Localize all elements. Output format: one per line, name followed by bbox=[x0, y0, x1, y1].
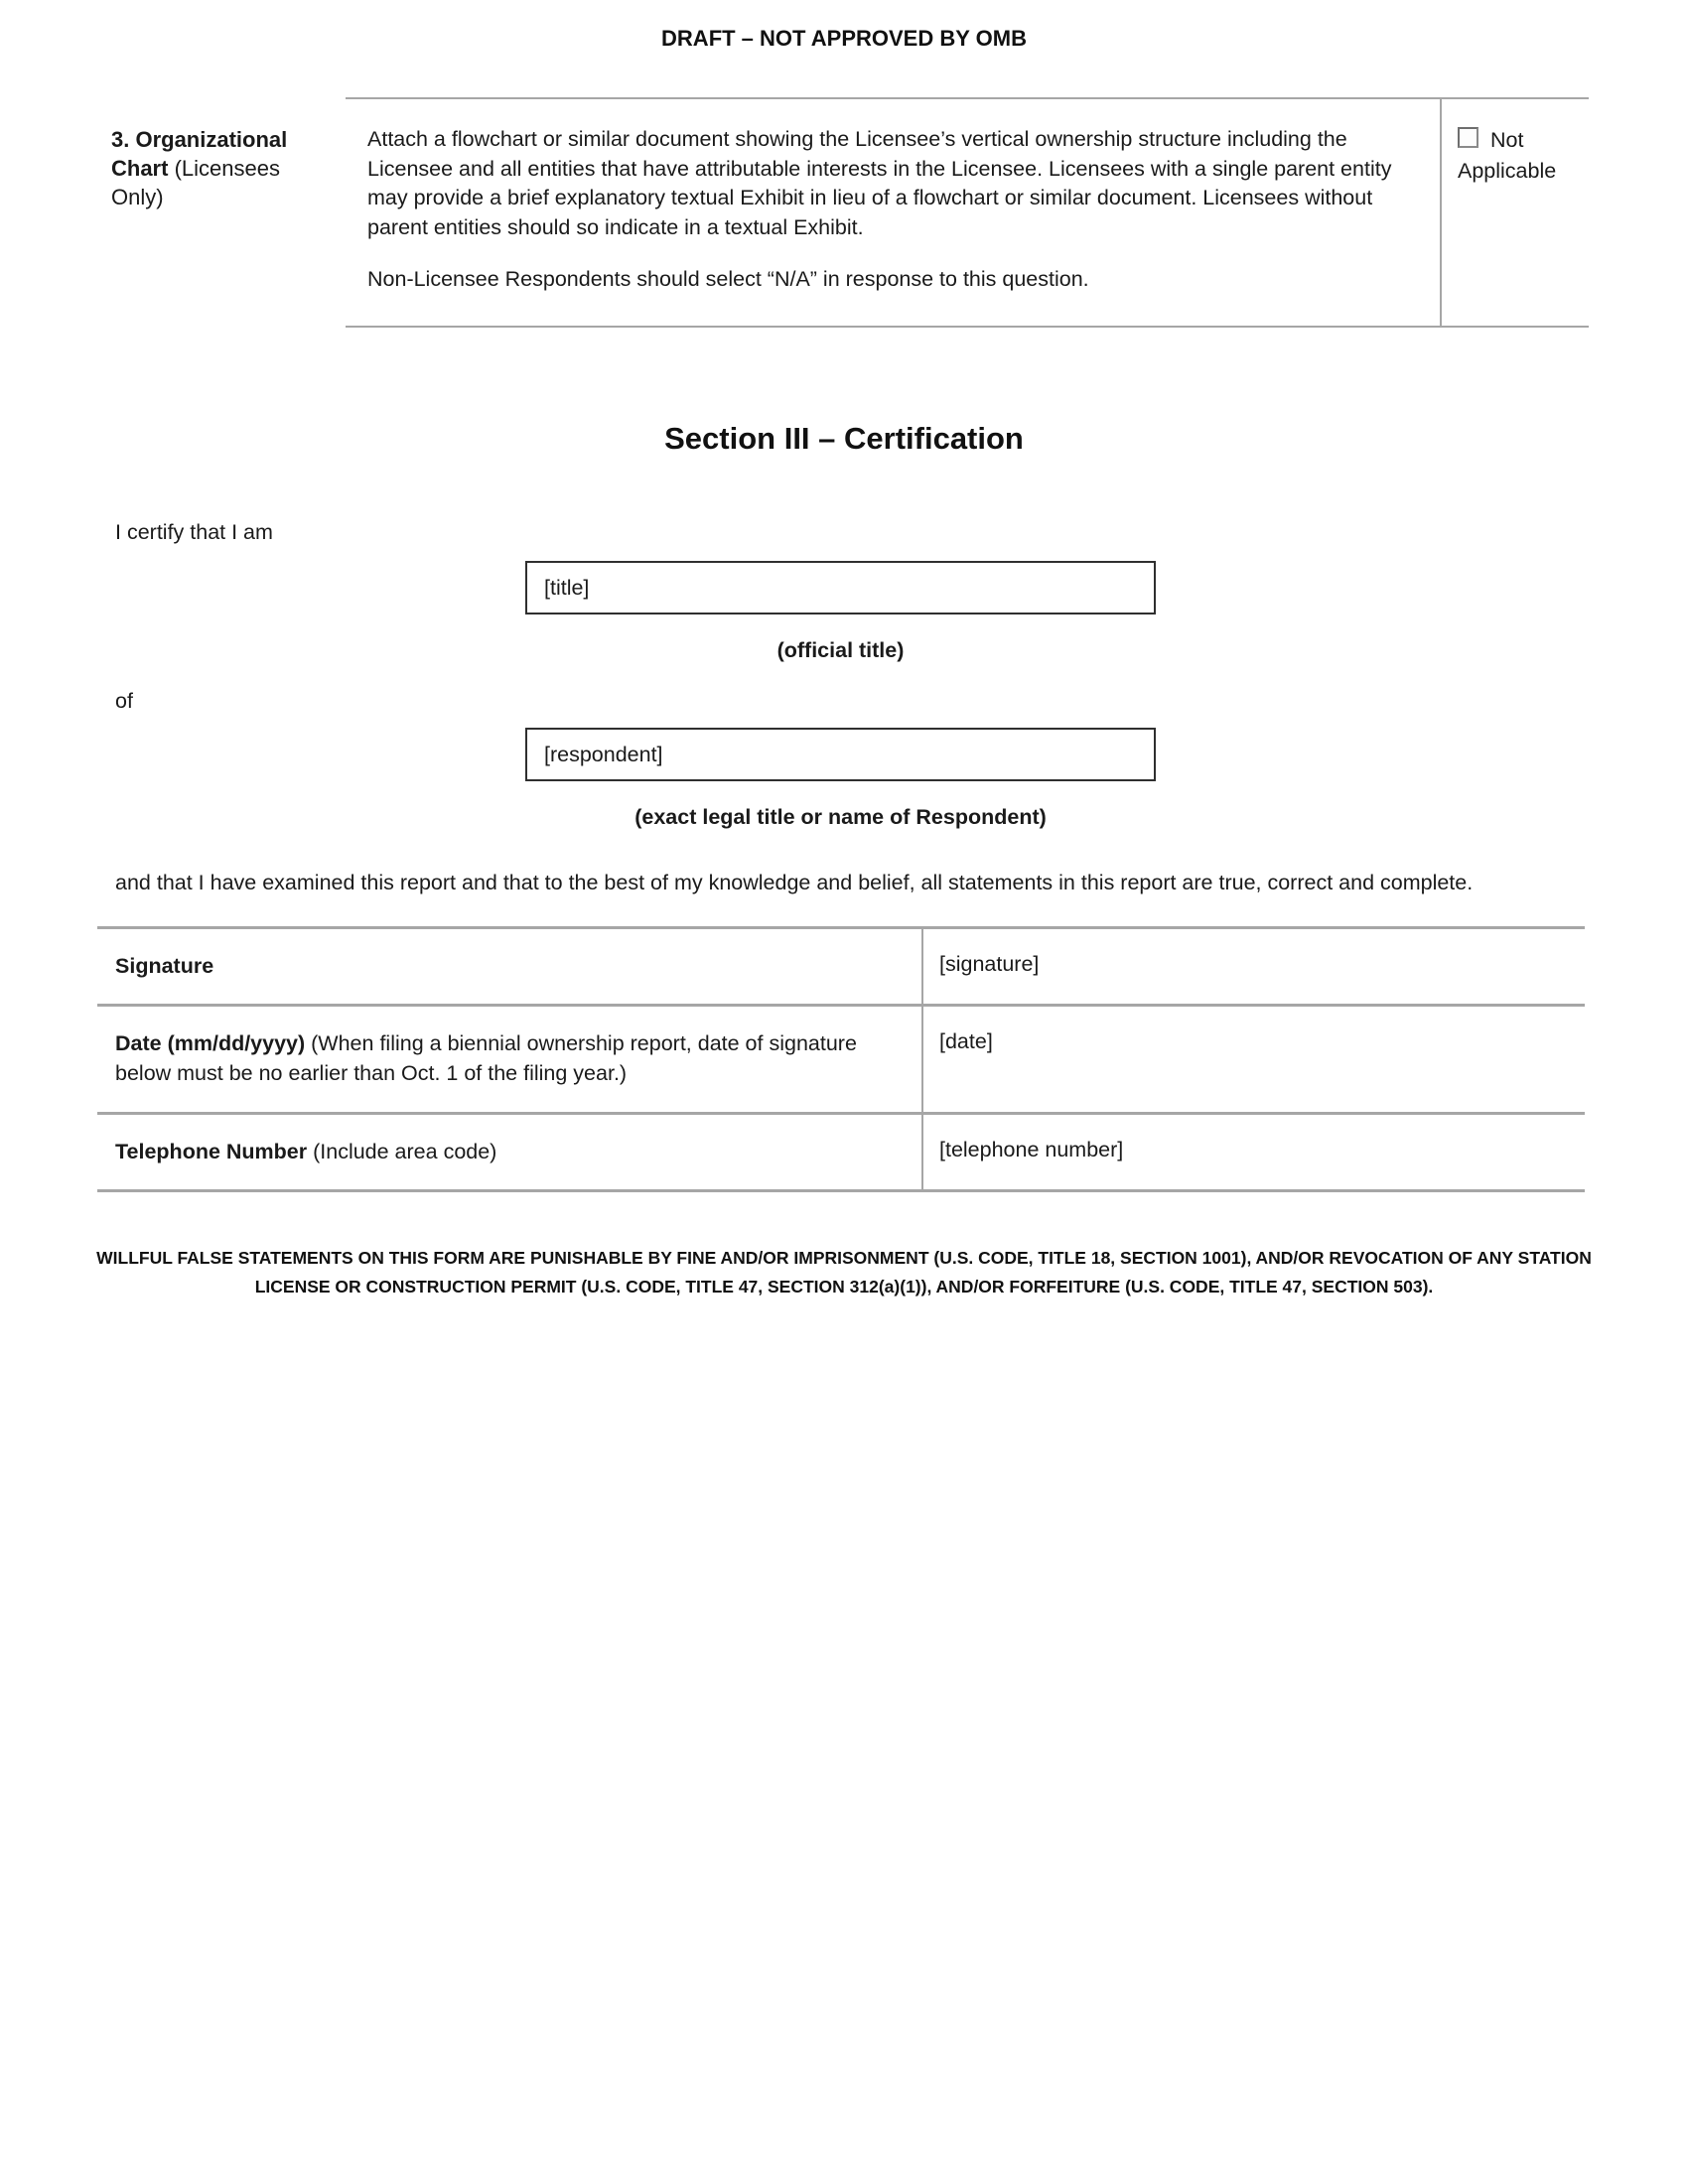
certification-area bbox=[115, 520, 1589, 898]
question-3-box bbox=[346, 97, 1589, 328]
respondent-group bbox=[525, 728, 1156, 830]
date-label-rest: (When filing a biennial ownership report, date of signature below must be no earlier than Oct. 1 of the filing year.) bbox=[115, 1031, 857, 1086]
question-3-label bbox=[111, 97, 346, 328]
certify-intro-text: I certify that I am bbox=[115, 520, 273, 545]
telephone-label-bold: Telephone Number bbox=[115, 1139, 308, 1163]
table-row-signature bbox=[97, 929, 1585, 1008]
question-3-label-bold: 3. Organizational Chart bbox=[111, 127, 288, 182]
signature-field[interactable]: [signature] bbox=[921, 929, 1585, 1005]
respondent-caption: (exact legal title or name of Respondent) bbox=[634, 805, 1047, 830]
official-title-caption: (official title) bbox=[776, 638, 905, 663]
not-applicable-checkbox[interactable] bbox=[1458, 127, 1478, 148]
date-label bbox=[97, 1007, 921, 1111]
respondent-input[interactable]: [respondent] bbox=[525, 728, 1156, 781]
of-label: of bbox=[115, 689, 133, 714]
false-statements-warning: WILLFUL FALSE STATEMENTS ON THIS FORM ARE PUNISHABLE BY FINE AND/OR IMPRISONMENT (U.S. CODE, TITLE 18, SECTION 1001), AND/OR REVOCATION OF ANY STATION LICENSE OR CONSTRUCTION PERMIT (U.S. CODE, TITLE 47, SECTION 312(a)(1)), AND/OR FORFEITURE (U.S. CODE, TITLE 47, SECTION 503). bbox=[96, 1248, 1592, 1297]
not-applicable-cell bbox=[1440, 99, 1589, 326]
signature-table bbox=[97, 926, 1585, 1193]
not-applicable-label: Not Applicable bbox=[1458, 128, 1557, 184]
draft-notice: DRAFT – NOT APPROVED BY OMB bbox=[661, 26, 1027, 51]
telephone-field[interactable]: [telephone number] bbox=[921, 1115, 1585, 1190]
table-row-date bbox=[97, 1007, 1585, 1114]
official-title-input[interactable]: [title] bbox=[525, 561, 1156, 614]
table-row-telephone bbox=[97, 1115, 1585, 1193]
signature-label bbox=[97, 929, 921, 1005]
date-field[interactable]: [date] bbox=[921, 1007, 1585, 1111]
telephone-label-rest: (Include area code) bbox=[307, 1139, 497, 1163]
section-iii-title: Section III – Certification bbox=[664, 421, 1024, 457]
question-3-label-rest: (Licensees Only) bbox=[111, 156, 280, 210]
question-3-instructions bbox=[346, 99, 1440, 326]
telephone-label bbox=[97, 1115, 921, 1190]
question-3-paragraph-1: Attach a flowchart or similar document showing the Licensee’s vertical ownership structure including the Licensee and all entities that have attributable interests in the Licensee. Licensees with a single parent entity may provide a brief explanatory textual Exhibit in lieu of a flowchart or similar document. Licensees without parent entities should so indicate in a textual Exhibit. bbox=[367, 127, 1392, 239]
question-3-paragraph-2: Non-Licensee Respondents should select “N/A” in response to this question. bbox=[367, 266, 1089, 291]
question-3-row bbox=[111, 97, 1589, 328]
official-title-group bbox=[525, 561, 1156, 663]
certification-statement: and that I have examined this report and that to the best of my knowledge and belief, all statements in this report are true, correct and complete. bbox=[115, 871, 1474, 895]
signature-label-bold: Signature bbox=[115, 953, 214, 978]
date-label-bold: Date (mm/dd/yyyy) bbox=[115, 1031, 306, 1056]
